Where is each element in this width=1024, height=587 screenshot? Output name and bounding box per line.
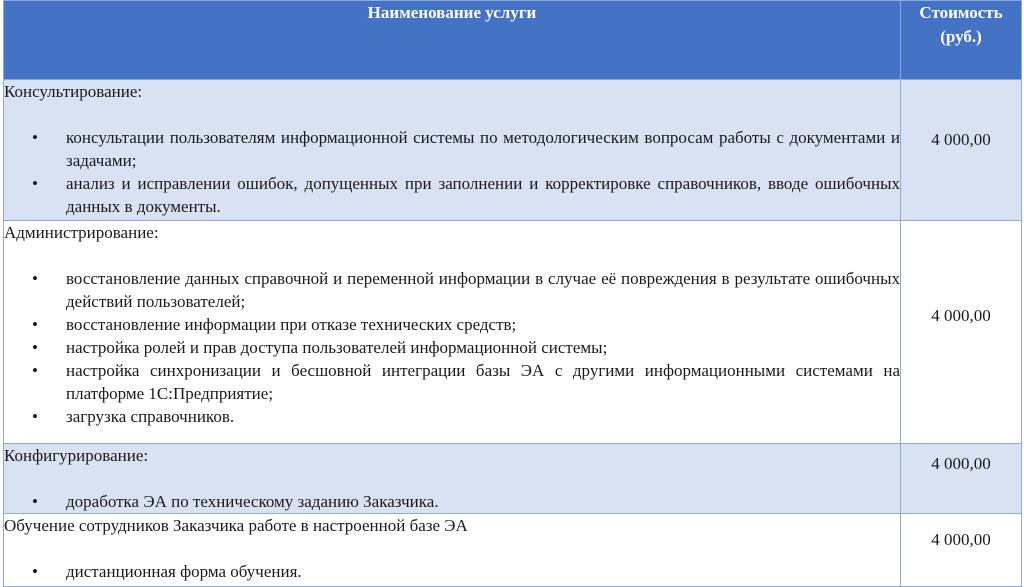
bullet-icon: • xyxy=(32,315,38,334)
list-item xyxy=(4,336,900,359)
price-cell: 4 000,00 xyxy=(901,514,1022,587)
bullet-icon: • xyxy=(32,407,38,426)
bullet-icon: • xyxy=(32,338,38,357)
service-items-list xyxy=(4,490,900,513)
list-item xyxy=(4,172,900,218)
table-row-consulting xyxy=(4,80,1022,221)
category-title: Обучение сотрудников Заказчика работе в настроенной базе ЭА xyxy=(4,516,468,535)
price-cell: 4 000,00 xyxy=(901,221,1022,444)
header-price-line2: (руб.) xyxy=(940,27,982,46)
category-title: Консультирование: xyxy=(4,82,143,101)
list-item xyxy=(4,359,900,405)
service-items-list xyxy=(4,267,900,428)
bullet-icon: • xyxy=(32,269,38,288)
list-item xyxy=(4,405,900,428)
header-price-line1: Стоимость xyxy=(919,3,1003,22)
table-header-row xyxy=(4,1,1022,80)
service-name-cell xyxy=(4,80,901,221)
list-item-text: восстановление информации при отказе технических средств; xyxy=(66,315,517,334)
price-cell: 4 000,00 xyxy=(901,80,1022,221)
list-item-text: консультации пользователям информационной системы по методологическим вопросам работы с документами и задачами; xyxy=(66,128,900,170)
list-item xyxy=(4,313,900,336)
table-row-training xyxy=(4,514,1022,587)
table-row-configuration xyxy=(4,444,1022,514)
category-title: Конфигурирование: xyxy=(4,446,149,465)
services-price-table xyxy=(3,0,1022,587)
header-price xyxy=(901,1,1022,80)
list-item xyxy=(4,490,900,513)
list-item xyxy=(4,560,900,583)
bullet-icon: • xyxy=(32,492,38,511)
list-item-text: дистанционная форма обучения. xyxy=(66,562,302,581)
service-name-cell xyxy=(4,514,901,587)
list-item-text: доработка ЭА по техническому заданию Заказчика. xyxy=(66,492,439,511)
category-title: Администрирование: xyxy=(4,223,159,242)
bullet-icon: • xyxy=(32,174,38,193)
service-name-cell xyxy=(4,444,901,514)
table-row-administration xyxy=(4,221,1022,444)
list-item xyxy=(4,267,900,313)
service-items-list xyxy=(4,560,900,583)
list-item-text: загрузка справочников. xyxy=(66,407,235,426)
bullet-icon: • xyxy=(32,128,38,147)
service-name-cell xyxy=(4,221,901,444)
bullet-icon: • xyxy=(32,562,38,581)
bullet-icon: • xyxy=(32,361,38,380)
price-cell: 4 000,00 xyxy=(901,444,1022,514)
list-item-text: настройка ролей и прав доступа пользователей информационной системы; xyxy=(66,338,608,357)
list-item xyxy=(4,126,900,172)
list-item-text: настройка синхронизации и бесшовной интеграции базы ЭА с другими информационными системами на платформе 1С:Предприятие; xyxy=(66,361,900,403)
list-item-text: восстановление данных справочной и переменной информации в случае её повреждения в результате ошибочных действий пользователей; xyxy=(66,269,900,311)
list-item-text: анализ и исправлении ошибок, допущенных при заполнении и корректировке справочников, вводе ошибочных данных в документы. xyxy=(66,174,900,216)
header-service-name: Наименование услуги xyxy=(4,1,901,80)
service-items-list xyxy=(4,126,900,218)
